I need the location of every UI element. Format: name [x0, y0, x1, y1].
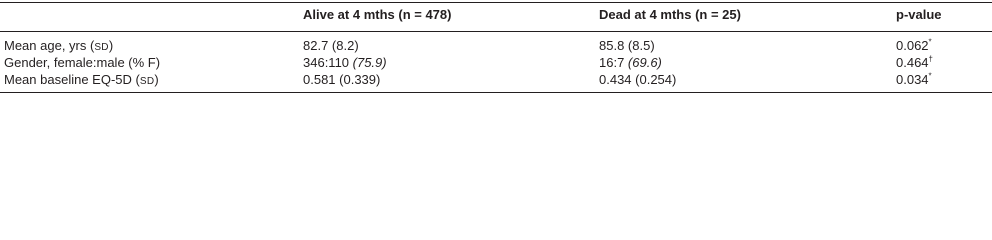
ratio-text: 346:110	[303, 55, 353, 70]
p-value-text: 0.034	[896, 72, 929, 87]
header-p-value-column: p-value	[896, 7, 942, 22]
label-text: Mean baseline EQ-5D (	[4, 72, 140, 87]
row-eq5d-p-value	[896, 72, 932, 88]
sd-smallcaps: SD	[94, 42, 109, 53]
footnote-mark: *	[928, 37, 932, 47]
row-mean-age-dead: 85.8 (8.5)	[599, 38, 655, 53]
label-close-paren: )	[154, 72, 159, 87]
row-gender-dead	[599, 55, 662, 71]
footnote-mark: †	[928, 54, 933, 64]
header-alive-column: Alive at 4 mths (n = 478)	[303, 7, 452, 22]
row-mean-age-label	[4, 38, 113, 56]
table-header-rule	[0, 31, 992, 32]
row-eq5d-dead: 0.434 (0.254)	[599, 72, 677, 87]
row-mean-age-p-value	[896, 38, 932, 54]
row-eq5d-label	[4, 72, 159, 90]
label-text: Mean age, yrs (	[4, 38, 95, 53]
footnote-mark: *	[928, 71, 932, 81]
percent-italic: (69.6)	[627, 55, 662, 70]
label-close-paren: )	[108, 38, 114, 53]
row-eq5d-alive: 0.581 (0.339)	[303, 72, 381, 87]
row-gender-label: Gender, female:male (% F)	[4, 55, 161, 70]
sd-smallcaps: SD	[139, 76, 155, 87]
results-table	[0, 0, 992, 98]
p-value-text: 0.464	[896, 55, 929, 70]
row-gender-alive	[303, 55, 387, 71]
row-gender-p-value	[896, 55, 933, 71]
ratio-text: 16:7	[599, 55, 628, 70]
p-value-text: 0.062	[896, 38, 929, 53]
percent-italic: (75.9)	[352, 55, 387, 70]
row-mean-age-alive: 82.7 (8.2)	[303, 38, 359, 53]
header-dead-column: Dead at 4 mths (n = 25)	[599, 7, 741, 22]
table-top-rule	[0, 2, 992, 3]
table-bottom-rule	[0, 92, 992, 93]
